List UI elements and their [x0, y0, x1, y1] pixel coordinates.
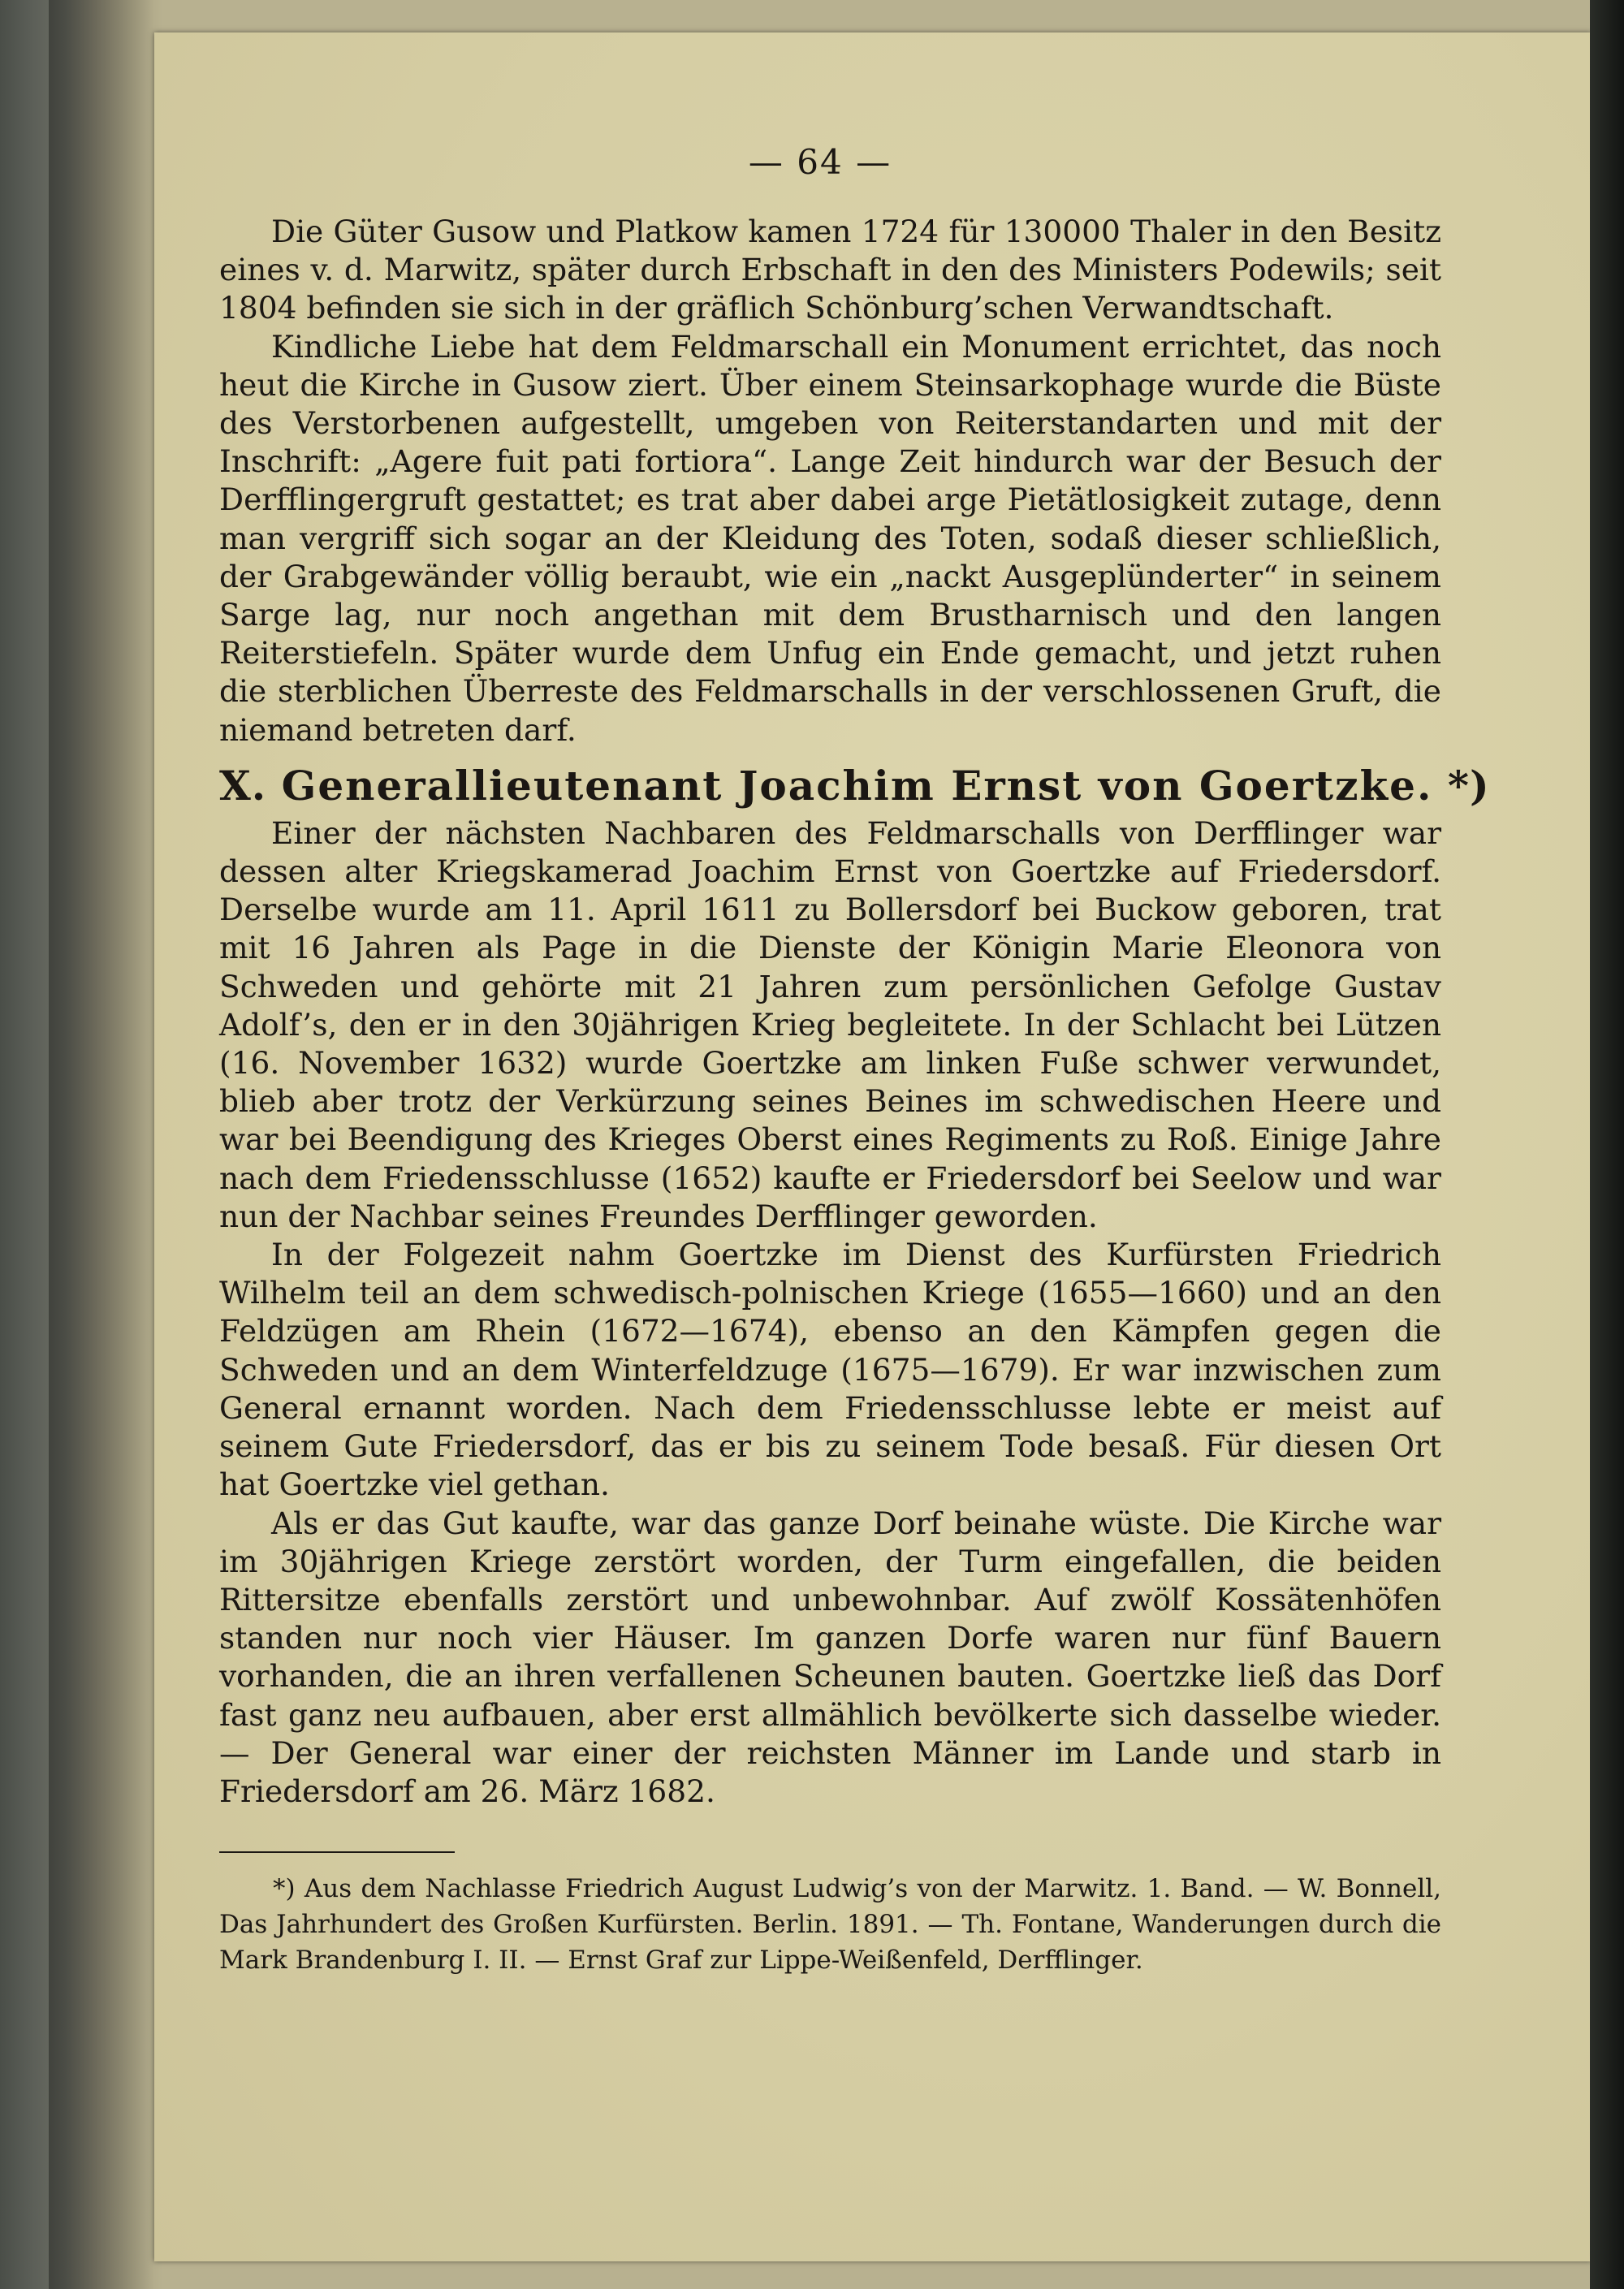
section-number: X. — [219, 761, 267, 810]
paragraph-campaigns: In der Folgezeit nahm Goertzke im Dienst des Kurfürsten Friedrich Wilhelm teil an dem schwedisch-polnischen Kriege (1655—1660) und an den Feldzügen am Rhein (1672—1674), ebenso an den Kämpfen gegen die Schweden und an dem Winterfeldzuge (1675—1679). Er war inzwischen zum General ernannt worden. Nach dem Friedensschlusse lebte er meist auf seinem Gute Friedersdorf, das er bis zu seinem Tode besaß. Für diesen Ort hat Goertzke viel gethan. — [219, 1237, 1441, 1503]
book-edge — [1590, 0, 1624, 2289]
page-number: — 64 — — [748, 142, 892, 182]
footnote-rule — [219, 1851, 455, 1853]
paragraph-village: Als er das Gut kaufte, war das ganze Dorf beinahe wüste. Die Kirche war im 30jährigen Kriege zerstört worden, der Turm eingefallen, die beiden Rittersitze ebenfalls zerstört und unbewohnbar. Auf zwölf Kossätenhöfen standen nur noch vier Häuser. Im ganzen Dorfe waren nur fünf Bauern vorhanden, die an ihren verfallenen Scheunen bauten. Goertzke ließ das Dorf fast ganz neu aufbauen, aber erst allmählich bevölkerte sich dasselbe wieder. — Der General war einer der reichsten Männer im Lande und starb in Friedersdorf am 26. März 1682. — [219, 1505, 1441, 1809]
page-body — [219, 213, 1490, 1978]
paragraph-biography: Einer der nächsten Nachbaren des Feldmarschalls von Derfflinger war dessen alter Kriegskamerad Joachim Ernst von Goertzke auf Friedersdorf. Derselbe wurde am 11. April 1611 zu Bollersdorf bei Buckow geboren, trat mit 16 Jahren als Page in die Dienste der Königin Marie Eleonora von Schweden und gehörte mit 21 Jahren zum persönlichen Gefolge Gustav Adolf’s, den er in den 30jährigen Krieg begleitete. In der Schlacht bei Lützen (16. November 1632) wurde Goertzke am linken Fuße schwer verwundet, blieb aber trotz der Verkürzung seines Beines im schwedischen Heere und war bei Beendigung des Krieges Oberst eines Regiments zu Roß. Einige Jahre nach dem Friedensschlusse (1652) kaufte er Friedersdorf bei Seelow und war nun der Nachbar seines Freundes Derfflinger geworden. — [219, 814, 1441, 1234]
paragraph-estates: Die Güter Gusow und Platkow kamen 1724 für 130000 Thaler in den Besitz eines v. d. Marwitz, später durch Erbschaft in den des Ministers Podewils; seit 1804 befinden sie sich in der gräflich Schönburg’schen Verwandtschaft. — [219, 214, 1441, 326]
section-heading — [219, 761, 1490, 810]
paragraph-monument: Kindliche Liebe hat dem Feldmarschall ein Monument errichtet, das noch heut die Kirche in Gusow ziert. Über einem Steinsarkophage wurde die Büste des Verstorbenen aufgestellt, umgeben von Reiterstandarten und mit der Inschrift: „Agere fuit pati fortiora“. Lange Zeit hindurch war der Besuch der Derfflingergruft gestattet; es trat aber dabei arge Pietätlosigkeit zutage, denn man vergriff sich sogar an der Kleidung des Toten, sodaß dieser schließlich, der Grabgewänder völlig beraubt, wie ein „nackt Ausgeplünderter“ in seinem Sarge lag, nur noch angethan mit dem Brustharnisch und den langen Reiterstiefeln. Später wurde dem Unfug ein Ende gemacht, und jetzt ruhen die sterblichen Überreste des Feldmarschalls in der verschlossenen Gruft, die niemand betreten darf. — [219, 328, 1441, 748]
section-title: Generallieutenant Joachim Ernst von Goertzke. — [281, 761, 1433, 810]
binding-shadow — [49, 0, 162, 2289]
section-footnote-mark: *) — [1447, 761, 1490, 810]
footnote: *) Aus dem Nachlasse Friedrich August Ludwig’s von der Marwitz. 1. Band. — W. Bonnell, Das Jahrhundert des Großen Kurfürsten. Berlin. 1891. — Th. Fontane, Wanderungen durch die Mark Brandenburg I. II. — Ernst Graf zur Lippe-Weißenfeld, Derfflinger. — [219, 1874, 1441, 1976]
